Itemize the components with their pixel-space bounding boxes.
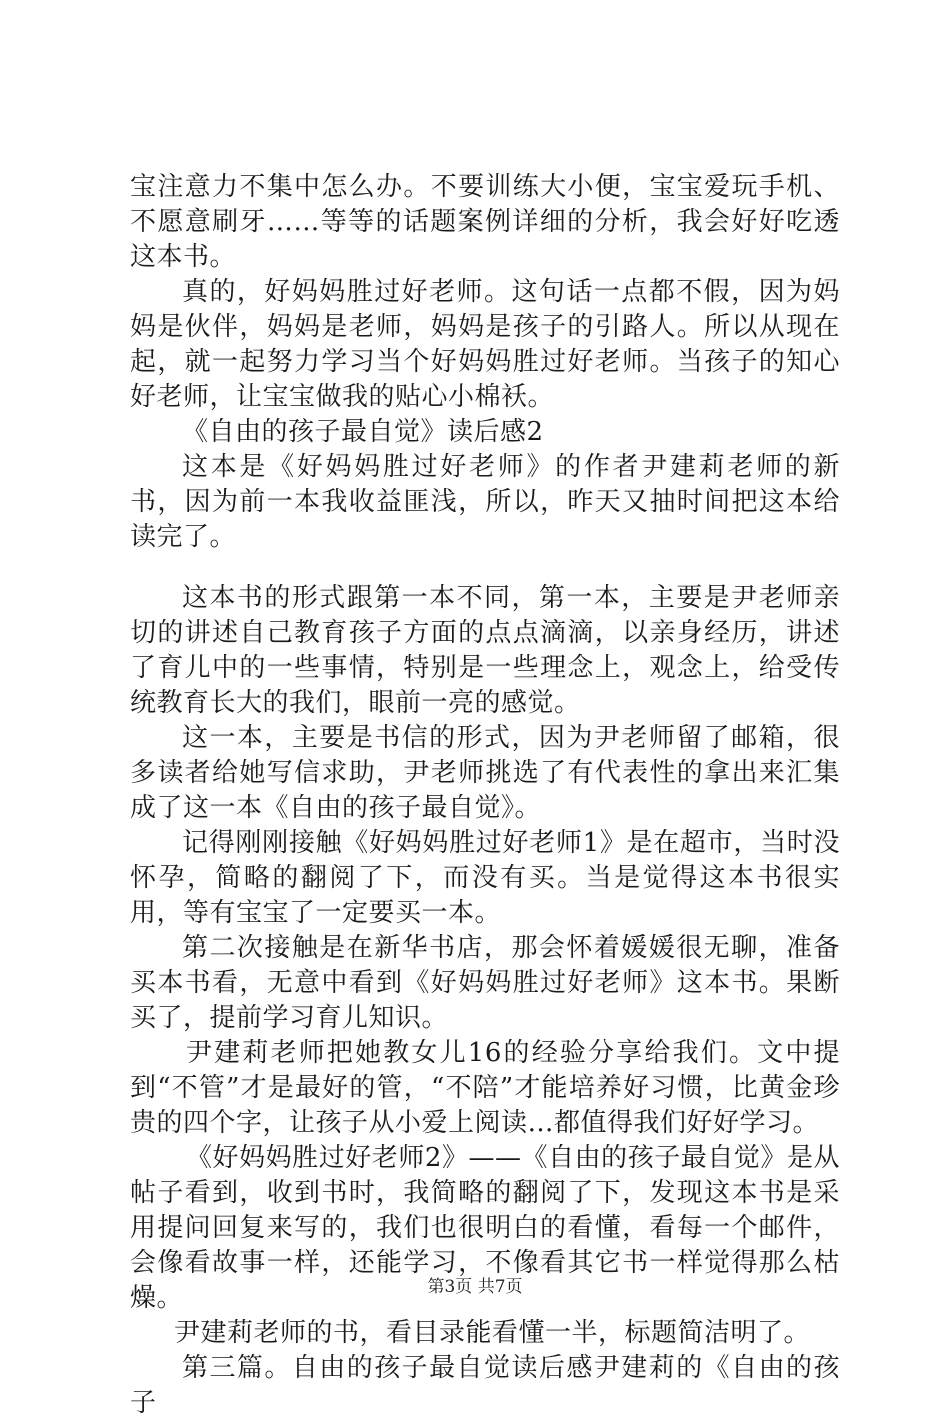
paragraph-4: 这本书的形式跟第一本不同，第一本，主要是尹老师亲切的讲述自己教育孩子方面的点点滴滴，以亲身经历，讲述了育儿中的一些事情，特别是一些理念上，观念上，给受传统教育长大的我们，眼前一亮的感觉。	[130, 583, 840, 718]
paragraph-6: 记得刚刚接触《好妈妈胜过好老师1》是在超市，当时没怀孕，简略的翻阅了下，而没有买。当是觉得这本书很实用，等有宝宝了一定要买一本。	[130, 828, 840, 928]
document-body	[130, 170, 840, 1421]
paragraph-10: 尹建莉老师的书，看目录能看懂一半，标题简洁明了。	[174, 1318, 811, 1348]
paragraph-8: 尹建莉老师把她教女儿16的经验分享给我们。文中提到“不管”才是最好的管，“不陪”才能培养好习惯，比黄金珍贵的四个字，让孩子从小爱上阅读…都值得我们好好学习。	[130, 1038, 840, 1138]
paragraph-1: 宝注意力不集中怎么办。不要训练大小便，宝宝爱玩手机、不愿意刷牙……等等的话题案例详细的分析，我会好好吃透这本书。	[130, 172, 840, 272]
paragraph-11: 第三篇。自由的孩子最自觉读后感尹建莉的《自由的孩子	[130, 1353, 840, 1418]
paragraph-9: 《好妈妈胜过好老师2》——《自由的孩子最自觉》是从帖子看到，收到书时，我简略的翻阅了下，发现这本书是采用提问回复来写的，我们也很明白的看懂，看每一个邮件，会像看故事一样，还能学习，不像看其它书一样觉得那么枯燥。	[130, 1143, 840, 1313]
page-number: 第3页 共7页	[427, 1277, 523, 1297]
paragraph-5: 这一本，主要是书信的形式，因为尹老师留了邮箱，很多读者给她写信求助，尹老师挑选了有代表性的拿出来汇集成了这一本《自由的孩子最自觉》。	[130, 723, 840, 823]
paragraph-3: 这本是《好妈妈胜过好老师》的作者尹建莉老师的新书，因为前一本我收益匪浅，所以，昨天又抽时间把这本给读完了。	[130, 452, 840, 552]
paragraph-2: 真的，好妈妈胜过好老师。这句话一点都不假，因为妈妈是伙伴，妈妈是老师，妈妈是孩子的引路人。所以从现在起，就一起努力学习当个好妈妈胜过好老师。当孩子的知心好老师，让宝宝做我的贴心小棉袄。	[130, 277, 840, 412]
section-heading: 《自由的孩子最自觉》读后感2	[182, 417, 544, 447]
paragraph-7: 第二次接触是在新华书店，那会怀着媛媛很无聊，准备买本书看，无意中看到《好妈妈胜过好老师》这本书。果断买了，提前学习育儿知识。	[130, 933, 840, 1033]
